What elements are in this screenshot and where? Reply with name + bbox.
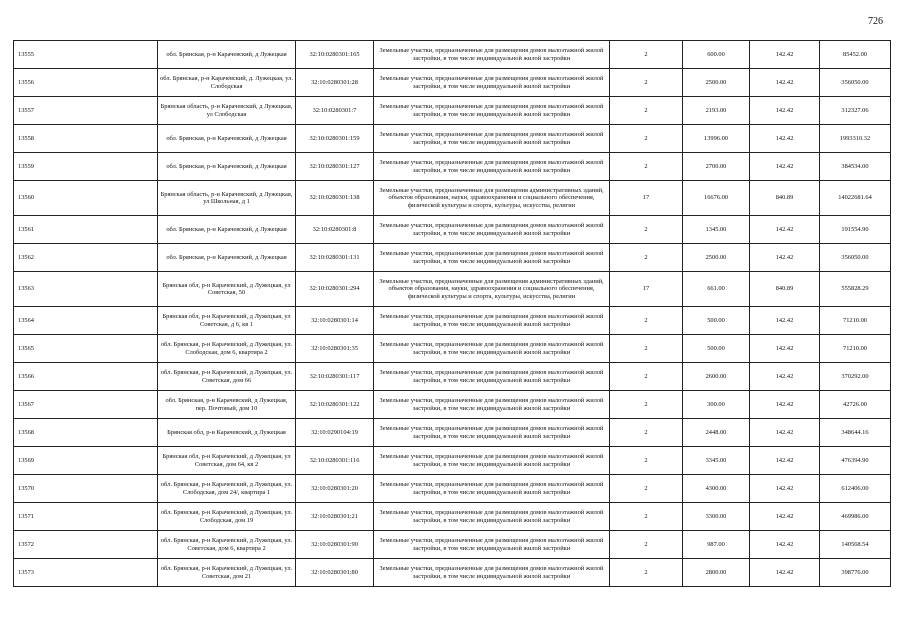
address-cell: Брянская обл, р-н Карачевский, д Лужецкая, ул Советская, дом 64, кв 2 [158, 447, 296, 475]
table-row [14, 307, 891, 335]
table-row [14, 363, 891, 391]
specific-value-cell: 840.89 [750, 272, 820, 307]
table-row [14, 272, 891, 307]
address-cell: обл. Брянская, р-н Карачевский, д Лужецкая, ул. Советская, дом 21 [158, 559, 296, 587]
land-use-cell: Земельные участки, предназначенные для размещения домов малоэтажной жилой застройки, в том числе индивидуальной жилой застройки [374, 391, 610, 419]
land-use-cell: Земельные участки, предназначенные для размещения домов малоэтажной жилой застройки, в том числе индивидуальной жилой застройки [374, 363, 610, 391]
cadastral-value-cell: 356050.00 [820, 244, 891, 272]
cadastral-value-cell: 555828.29 [820, 272, 891, 307]
table-row [14, 216, 891, 244]
cadastral-value-cell: 71210.00 [820, 335, 891, 363]
area-cell: 2700.00 [683, 153, 750, 181]
specific-value-cell: 142.42 [750, 531, 820, 559]
use-group-code-cell: 2 [610, 419, 683, 447]
cadastral-number-cell: 32:10:0280301:127 [296, 153, 374, 181]
area-cell: 2500.00 [683, 244, 750, 272]
cadastral-number-cell: 32:10:0280301:165 [296, 41, 374, 69]
cadastral-value-cell: 612406.00 [820, 475, 891, 503]
cadastral-number-cell: 32:10:0280301:28 [296, 69, 374, 97]
address-cell: обл. Брянская, р-н Карачевский, д Лужецкая, ул. Слободская, дом 6, квартира 2 [158, 335, 296, 363]
cadastral-number-cell: 32:10:0280301:80 [296, 559, 374, 587]
use-group-code-cell: 2 [610, 363, 683, 391]
specific-value-cell: 142.42 [750, 125, 820, 153]
land-use-cell: Земельные участки, предназначенные для размещения домов малоэтажной жилой застройки, в том числе индивидуальной жилой застройки [374, 153, 610, 181]
land-use-cell: Земельные участки, предназначенные для размещения домов малоэтажной жилой застройки, в том числе индивидуальной жилой застройки [374, 41, 610, 69]
cadastral-number-cell: 32:10:0280301:116 [296, 447, 374, 475]
land-use-cell: Земельные участки, предназначенные для размещения административных зданий, объектов образования, науки, здравоохранения и социального обеспечения, физической культуры и спорта, культуры, искусства, религии [374, 181, 610, 216]
cadastral-number-cell: 32:10:0280301:90 [296, 531, 374, 559]
area-cell: 500.00 [683, 335, 750, 363]
use-group-code-cell: 2 [610, 97, 683, 125]
row-number-cell: 13565 [14, 335, 158, 363]
specific-value-cell: 142.42 [750, 97, 820, 125]
specific-value-cell: 142.42 [750, 153, 820, 181]
address-cell: Брянская область, р-н Карачевский, д Лужецкая, ул Слободская [158, 97, 296, 125]
cadastral-value-cell: 71210.00 [820, 307, 891, 335]
address-cell: Брянская область, р-н Карачевский, д Лужецкая, ул Школьная, д 1 [158, 181, 296, 216]
cadastral-value-cell: 312327.06 [820, 97, 891, 125]
cadastral-value-cell: 398776.00 [820, 559, 891, 587]
use-group-code-cell: 17 [610, 272, 683, 307]
cadastral-number-cell: 32:10:0280301:131 [296, 244, 374, 272]
address-cell: обл. Брянская, р-н Карачевский, д Лужецкая [158, 41, 296, 69]
land-use-cell: Земельные участки, предназначенные для размещения домов малоэтажной жилой застройки, в том числе индивидуальной жилой застройки [374, 447, 610, 475]
row-number-cell: 13564 [14, 307, 158, 335]
row-number-cell: 13563 [14, 272, 158, 307]
cadastral-value-cell: 140568.54 [820, 531, 891, 559]
use-group-code-cell: 2 [610, 69, 683, 97]
specific-value-cell: 142.42 [750, 335, 820, 363]
use-group-code-cell: 2 [610, 391, 683, 419]
table-row [14, 153, 891, 181]
cadastral-value-cell: 476394.90 [820, 447, 891, 475]
row-number-cell: 13556 [14, 69, 158, 97]
area-cell: 987.00 [683, 531, 750, 559]
table-row [14, 181, 891, 216]
land-use-cell: Земельные участки, предназначенные для размещения домов малоэтажной жилой застройки, в том числе индивидуальной жилой застройки [374, 125, 610, 153]
area-cell: 13996.00 [683, 125, 750, 153]
table-row [14, 125, 891, 153]
use-group-code-cell: 2 [610, 153, 683, 181]
table-row [14, 244, 891, 272]
area-cell: 2600.00 [683, 363, 750, 391]
specific-value-cell: 142.42 [750, 475, 820, 503]
cadastral-number-cell: 32:10:0280301:20 [296, 475, 374, 503]
area-cell: 2500.00 [683, 69, 750, 97]
area-cell: 500.00 [683, 307, 750, 335]
specific-value-cell: 142.42 [750, 307, 820, 335]
cadastral-value-table [13, 40, 891, 587]
row-number-cell: 13558 [14, 125, 158, 153]
address-cell: обл. Брянская, р-н Карачевский, д Лужецкая, ул. Слободская, дом 19 [158, 503, 296, 531]
address-cell: обл. Брянская, р-н Карачевский, д Лужецкая [158, 216, 296, 244]
table-row [14, 419, 891, 447]
area-cell: 300.00 [683, 391, 750, 419]
cadastral-number-cell: 32:10:0280301:159 [296, 125, 374, 153]
row-number-cell: 13557 [14, 97, 158, 125]
use-group-code-cell: 2 [610, 503, 683, 531]
address-cell: обл. Брянская, р-н Карачевский, д Лужецкая, ул. Советская, дом 66 [158, 363, 296, 391]
area-cell: 3300.00 [683, 503, 750, 531]
table-row [14, 97, 891, 125]
cadastral-value-cell: 356050.00 [820, 69, 891, 97]
land-use-cell: Земельные участки, предназначенные для размещения домов малоэтажной жилой застройки, в том числе индивидуальной жилой застройки [374, 475, 610, 503]
table-row [14, 391, 891, 419]
land-use-cell: Земельные участки, предназначенные для размещения домов малоэтажной жилой застройки, в том числе индивидуальной жилой застройки [374, 419, 610, 447]
specific-value-cell: 142.42 [750, 363, 820, 391]
land-use-cell: Земельные участки, предназначенные для размещения домов малоэтажной жилой застройки, в том числе индивидуальной жилой застройки [374, 244, 610, 272]
specific-value-cell: 142.42 [750, 41, 820, 69]
area-cell: 3345.00 [683, 447, 750, 475]
row-number-cell: 13560 [14, 181, 158, 216]
address-cell: обл. Брянская, р-н Карачевский, д Лужецкая [158, 125, 296, 153]
address-cell: обл. Брянская, р-н Карачевский, д Лужецкая, ул. Советская, дом 6, квартира 2 [158, 531, 296, 559]
specific-value-cell: 142.42 [750, 244, 820, 272]
table-body [14, 41, 891, 587]
row-number-cell: 13566 [14, 363, 158, 391]
cadastral-number-cell: 32:10:0280301:294 [296, 272, 374, 307]
cadastral-number-cell: 32:10:0280301:14 [296, 307, 374, 335]
area-cell: 2448.00 [683, 419, 750, 447]
row-number-cell: 13555 [14, 41, 158, 69]
land-use-cell: Земельные участки, предназначенные для размещения домов малоэтажной жилой застройки, в том числе индивидуальной жилой застройки [374, 307, 610, 335]
cadastral-value-cell: 85452.00 [820, 41, 891, 69]
area-cell: 2800.00 [683, 559, 750, 587]
address-cell: обл. Брянская, р-н Карачевский, д. Лужецкая, ул. Слободская [158, 69, 296, 97]
cadastral-value-cell: 191554.90 [820, 216, 891, 244]
use-group-code-cell: 2 [610, 475, 683, 503]
use-group-code-cell: 2 [610, 216, 683, 244]
area-cell: 4300.00 [683, 475, 750, 503]
specific-value-cell: 142.42 [750, 216, 820, 244]
table-row [14, 559, 891, 587]
specific-value-cell: 142.42 [750, 69, 820, 97]
land-use-cell: Земельные участки, предназначенные для размещения домов малоэтажной жилой застройки, в том числе индивидуальной жилой застройки [374, 69, 610, 97]
address-cell: Брянская обл, р-н Карачевский, д Лужецкая, ул Советская, д 6, кв 1 [158, 307, 296, 335]
cadastral-number-cell: 32:10:0280301:21 [296, 503, 374, 531]
address-cell: Брянская обл, р-н Карачевский, д Лужецкая, ул Советская, 50 [158, 272, 296, 307]
cadastral-number-cell: 32:10:0280301:138 [296, 181, 374, 216]
use-group-code-cell: 2 [610, 244, 683, 272]
area-cell: 600.00 [683, 41, 750, 69]
address-cell: обл. Брянская, р-н Карачевский, д Лужецкая, пер. Почтовый, дом 10 [158, 391, 296, 419]
row-number-cell: 13570 [14, 475, 158, 503]
cadastral-number-cell: 32:10:0290104:19 [296, 419, 374, 447]
area-cell: 661.00 [683, 272, 750, 307]
row-number-cell: 13568 [14, 419, 158, 447]
address-cell: обл. Брянская, р-н Карачевский, д Лужецкая [158, 244, 296, 272]
page-number: 726 [868, 16, 883, 27]
specific-value-cell: 840.89 [750, 181, 820, 216]
cadastral-value-cell: 1993310.32 [820, 125, 891, 153]
cadastral-number-cell: 32:10:0280301:35 [296, 335, 374, 363]
area-cell: 16676.00 [683, 181, 750, 216]
table-row [14, 41, 891, 69]
table-row [14, 447, 891, 475]
land-use-cell: Земельные участки, предназначенные для размещения домов малоэтажной жилой застройки, в том числе индивидуальной жилой застройки [374, 216, 610, 244]
use-group-code-cell: 2 [610, 125, 683, 153]
cadastral-value-cell: 384534.00 [820, 153, 891, 181]
table-row [14, 335, 891, 363]
table-row [14, 69, 891, 97]
use-group-code-cell: 2 [610, 41, 683, 69]
cadastral-number-cell: 32:10:0280301:8 [296, 216, 374, 244]
use-group-code-cell: 2 [610, 307, 683, 335]
row-number-cell: 13559 [14, 153, 158, 181]
table-row [14, 503, 891, 531]
area-cell: 2193.00 [683, 97, 750, 125]
cadastral-number-cell: 32:10:0280301:122 [296, 391, 374, 419]
table-row [14, 531, 891, 559]
cadastral-number-cell: 32:10:0280301:117 [296, 363, 374, 391]
table-row [14, 475, 891, 503]
cadastral-value-cell: 348644.16 [820, 419, 891, 447]
specific-value-cell: 142.42 [750, 419, 820, 447]
land-use-cell: Земельные участки, предназначенные для размещения административных зданий, объектов образования, науки, здравоохранения и социального обеспечения, физической культуры и спорта, культуры, искусства, религии [374, 272, 610, 307]
area-cell: 1345.00 [683, 216, 750, 244]
land-use-cell: Земельные участки, предназначенные для размещения домов малоэтажной жилой застройки, в том числе индивидуальной жилой застройки [374, 531, 610, 559]
row-number-cell: 13573 [14, 559, 158, 587]
address-cell: обл. Брянская, р-н Карачевский, д Лужецкая [158, 153, 296, 181]
land-use-cell: Земельные участки, предназначенные для размещения домов малоэтажной жилой застройки, в том числе индивидуальной жилой застройки [374, 559, 610, 587]
address-cell: обл. Брянская, р-н Карачевский, д Лужецкая, ул. Слободская, дом 24/, квартира 1 [158, 475, 296, 503]
row-number-cell: 13569 [14, 447, 158, 475]
cadastral-value-cell: 370292.00 [820, 363, 891, 391]
use-group-code-cell: 2 [610, 335, 683, 363]
cadastral-value-cell: 469986.00 [820, 503, 891, 531]
use-group-code-cell: 17 [610, 181, 683, 216]
row-number-cell: 13561 [14, 216, 158, 244]
land-use-cell: Земельные участки, предназначенные для размещения домов малоэтажной жилой застройки, в том числе индивидуальной жилой застройки [374, 503, 610, 531]
row-number-cell: 13562 [14, 244, 158, 272]
row-number-cell: 13572 [14, 531, 158, 559]
row-number-cell: 13571 [14, 503, 158, 531]
cadastral-value-cell: 42726.00 [820, 391, 891, 419]
cadastral-number-cell: 32:10:0280301:7 [296, 97, 374, 125]
specific-value-cell: 142.42 [750, 559, 820, 587]
use-group-code-cell: 2 [610, 531, 683, 559]
specific-value-cell: 142.42 [750, 391, 820, 419]
use-group-code-cell: 2 [610, 559, 683, 587]
land-use-cell: Земельные участки, предназначенные для размещения домов малоэтажной жилой застройки, в том числе индивидуальной жилой застройки [374, 97, 610, 125]
row-number-cell: 13567 [14, 391, 158, 419]
land-use-cell: Земельные участки, предназначенные для размещения домов малоэтажной жилой застройки, в том числе индивидуальной жилой застройки [374, 335, 610, 363]
specific-value-cell: 142.42 [750, 447, 820, 475]
use-group-code-cell: 2 [610, 447, 683, 475]
cadastral-value-cell: 14022681.64 [820, 181, 891, 216]
specific-value-cell: 142.42 [750, 503, 820, 531]
address-cell: Брянская обл, р-н Карачевский, д Лужецкая [158, 419, 296, 447]
